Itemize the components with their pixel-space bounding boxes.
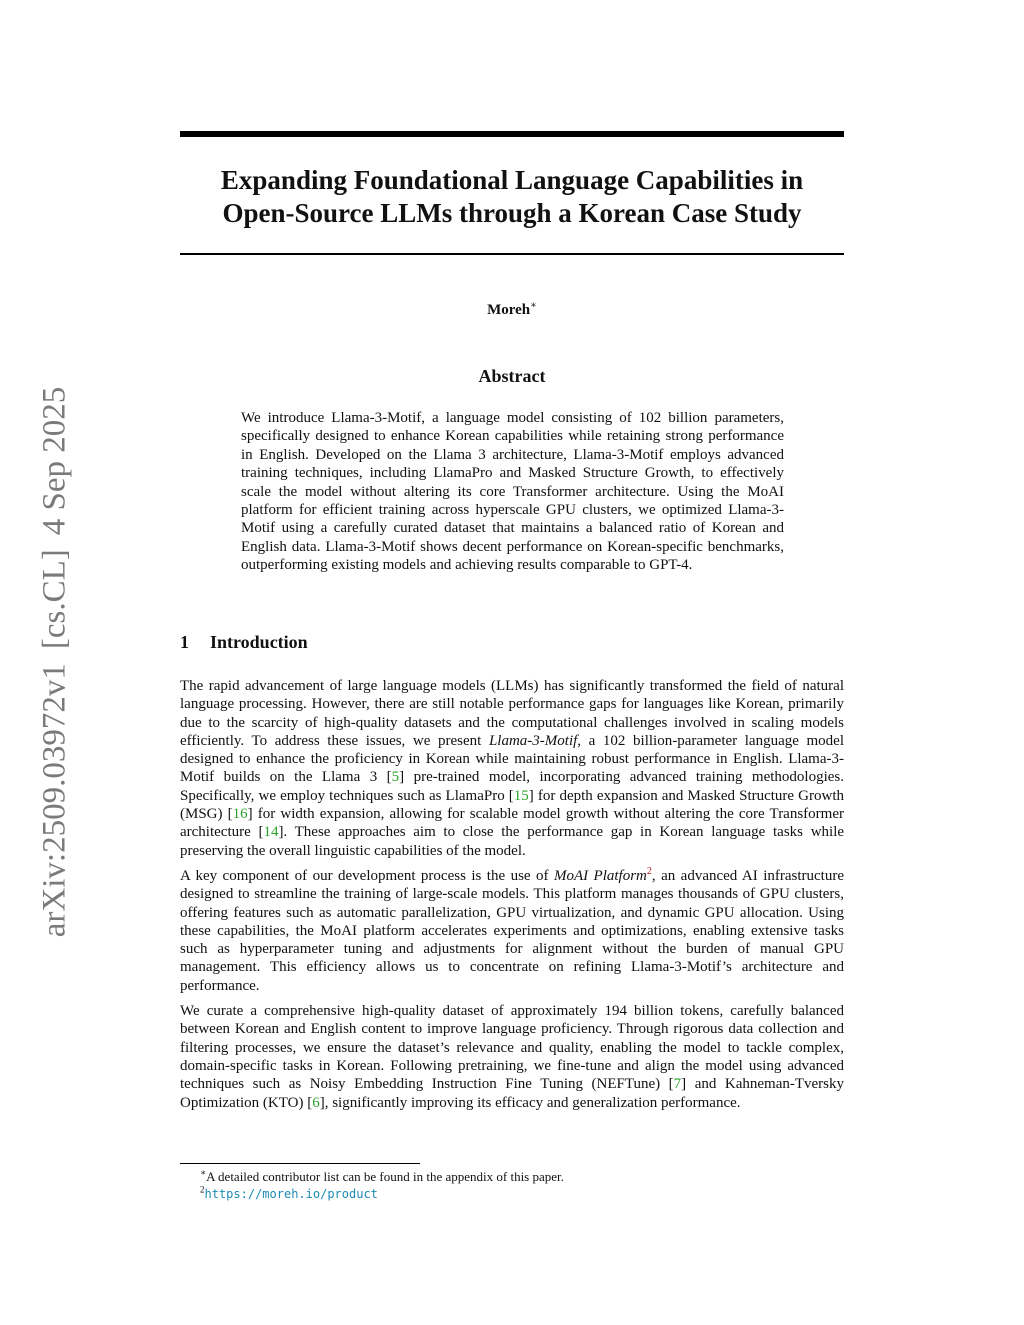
footnotes [200, 1168, 564, 1203]
title-top-rule [180, 131, 844, 137]
paragraph-text: , significantly improving its efficacy and generalization performance. [324, 1094, 741, 1111]
arxiv-date: 4 Sep 2025 [36, 386, 73, 536]
footnote-1 [200, 1168, 564, 1185]
paragraph-text: . These approaches aim to close the performance gap in Korean language tasks while preserving the overall linguistic capabilities of the model. [180, 824, 845, 859]
author-line [180, 300, 844, 319]
author-footnote-mark: ∗ [530, 300, 537, 311]
model-name-emphasis: Llama-3-Motif [488, 732, 578, 749]
citation-link-6[interactable]: 6 [312, 1094, 320, 1111]
footnote-2 [200, 1185, 564, 1203]
paragraph-text: We curate a comprehensive high-quality dataset of approximately 194 billion tokens, carefully balanced between Korean and English content to improve language proficiency. Through rigorous data collection and filtering processes, we ensure the dataset’s relevance and quality, enabling the model to tackle complex, domain-specific tasks in Korean. Following pretraining, we fine-tune and align the model using advanced techniques such as Noisy Embedding Instruction Fine Tuning (NEFTune) [180, 1003, 844, 1093]
abstract-text: We introduce Llama-3-Motif, a language model consisting of 102 billion parameters, specifically designed to enhance Korean capabilities while retaining strong performance in English. Developed on the Llama 3 architecture, Llama-3-Motif employs advanced training techniques, including LlamaPro and Masked Structure Growth, to effectively scale the model without altering its core Transformer architecture. Using the MoAI platform for efficient training across hyperscale GPU clusters, we optimized Llama-3-Motif using a carefully curated dataset that maintains a balanced ratio of Korean and English data. Llama-3-Motif shows decent performance on Korean-specific benchmarks, outperforming existing models and achieving results comparable to GPT-4. [241, 410, 784, 574]
abstract-heading: Abstract [478, 366, 546, 386]
footnote-2-mark: 2 [200, 1184, 205, 1195]
paragraph-text: for depth expansion and Masked Structure Growth (MSG) [180, 787, 844, 823]
introduction-body [180, 677, 844, 1119]
citation-link-7[interactable]: 7 [673, 1076, 682, 1093]
citation-link-15[interactable]: 15 [513, 787, 529, 804]
section-heading [180, 632, 308, 653]
paragraph-2 [180, 867, 844, 995]
section-title: Introduction [210, 632, 308, 652]
paragraph-text: , an advanced AI infrastructure designed to streamline the training of large-scale models. This platform manages thousands of GPU clusters, offering features such as automatic parallelization, GPU virtualization, and dynamic GPU allocation. Using these capabilities, the MoAI platform accelerates experiments and optimizations, enabling extensive tasks such as hyperparameter tuning and adjustments for alignment without the burden of manual GPU management. This efficiency allows us to concentrate on refining Llama-3-Motif’s architecture and performance. [180, 867, 844, 994]
footnote-divider [180, 1163, 420, 1164]
footnote-1-text: A detailed contributor list can be found in the appendix of this paper. [206, 1169, 564, 1184]
title-bottom-rule [180, 253, 844, 255]
citation-link-14[interactable]: 14 [263, 824, 279, 841]
paper-title-line-1: Expanding Foundational Language Capabilities in [220, 165, 804, 195]
paragraph-text: for width expansion, allowing for scalable model growth without altering the core Transformer architecture [180, 806, 844, 841]
footnote-2-url-link[interactable]: https://moreh.io/product [204, 1187, 378, 1201]
paragraph-1: The rapid advancement of large language models (LLMs) has significantly transformed the field of natural language processing. However, there are still notable performance gaps for languages like Korean, primarily due to the scarcity of high-quality datasets and the computational challenges involved in scaling models efficiently. To address these issues, we present Llama-3-Motif, a 102 billion-parameter language model designed to enhance the proficiency in Korean while maintaining robust performance in English. Llama-3-Motif builds on the Llama 3 [5] pre-trained model, incorporating advanced training methodologies. Specifically, we employ techniques such as LlamaPro [15] for depth expansion and Masked Structure Growth (MSG) [16] for width expansion, allowing for scalable model growth without altering the core Transformer architecture [14]. These approaches aim to close the performance gap in Korean language tasks while preserving the overall linguistic capabilities of the model. [180, 678, 845, 859]
section-number: 1 [180, 632, 189, 652]
citation-link-5[interactable]: 5 [391, 769, 400, 786]
paper-title [180, 164, 844, 230]
paragraph-text: pre-trained model, incorporating advanced training methodologies. Specifically, we employ techniques such as LlamaPro [180, 769, 845, 804]
footnote-link-2[interactable]: 2 [646, 865, 652, 877]
paragraph-3: We curate a comprehensive high-quality dataset of approximately 194 billion tokens, carefully balanced between Korean and English content to improve language proficiency. Through rigorous data collection and filtering processes, we ensure the dataset’s relevance and quality, enabling the model to tackle complex, domain-specific tasks in Korean. Following pretraining, we fine-tune and align the model using advanced techniques such as Noisy Embedding Instruction Fine Tuning (NEFTune) [7] and Kahneman-Tversky Optimization (KTO) [6], significantly improving its efficacy and generalization performance. [180, 1003, 845, 1111]
arxiv-sidebar-stamp [37, 387, 74, 937]
paragraph-text: and Kahneman-Tversky Optimization (KTO) [180, 1076, 845, 1111]
arxiv-id: arXiv:2509.03972v1 [36, 663, 73, 938]
paragraph-text: The rapid advancement of large language models (LLMs) has significantly transformed the field of natural language processing. However, there are still notable performance gaps for languages like Korean, primarily due to the scarcity of high-quality datasets and the computational challenges involved in scaling models efficiently. To address these issues, we present [180, 678, 844, 749]
platform-name-emphasis: MoAI Platform [553, 867, 647, 884]
arxiv-category: [cs.CL] [36, 549, 73, 650]
footnote-1-mark: ∗ [200, 1167, 207, 1178]
paper-title-line-2: Open-Source LLMs through a Korean Case Study [222, 198, 802, 228]
citation-link-16[interactable]: 16 [232, 806, 248, 823]
author-name: Moreh [487, 302, 531, 318]
paragraph-text: , a 102 billion-parameter language model designed to enhance the proficiency in Korean while maintaining robust performance in English. Llama-3-Motif builds on the Llama 3 [180, 732, 844, 786]
paragraph-text: A key component of our development process is the use of [180, 867, 554, 884]
